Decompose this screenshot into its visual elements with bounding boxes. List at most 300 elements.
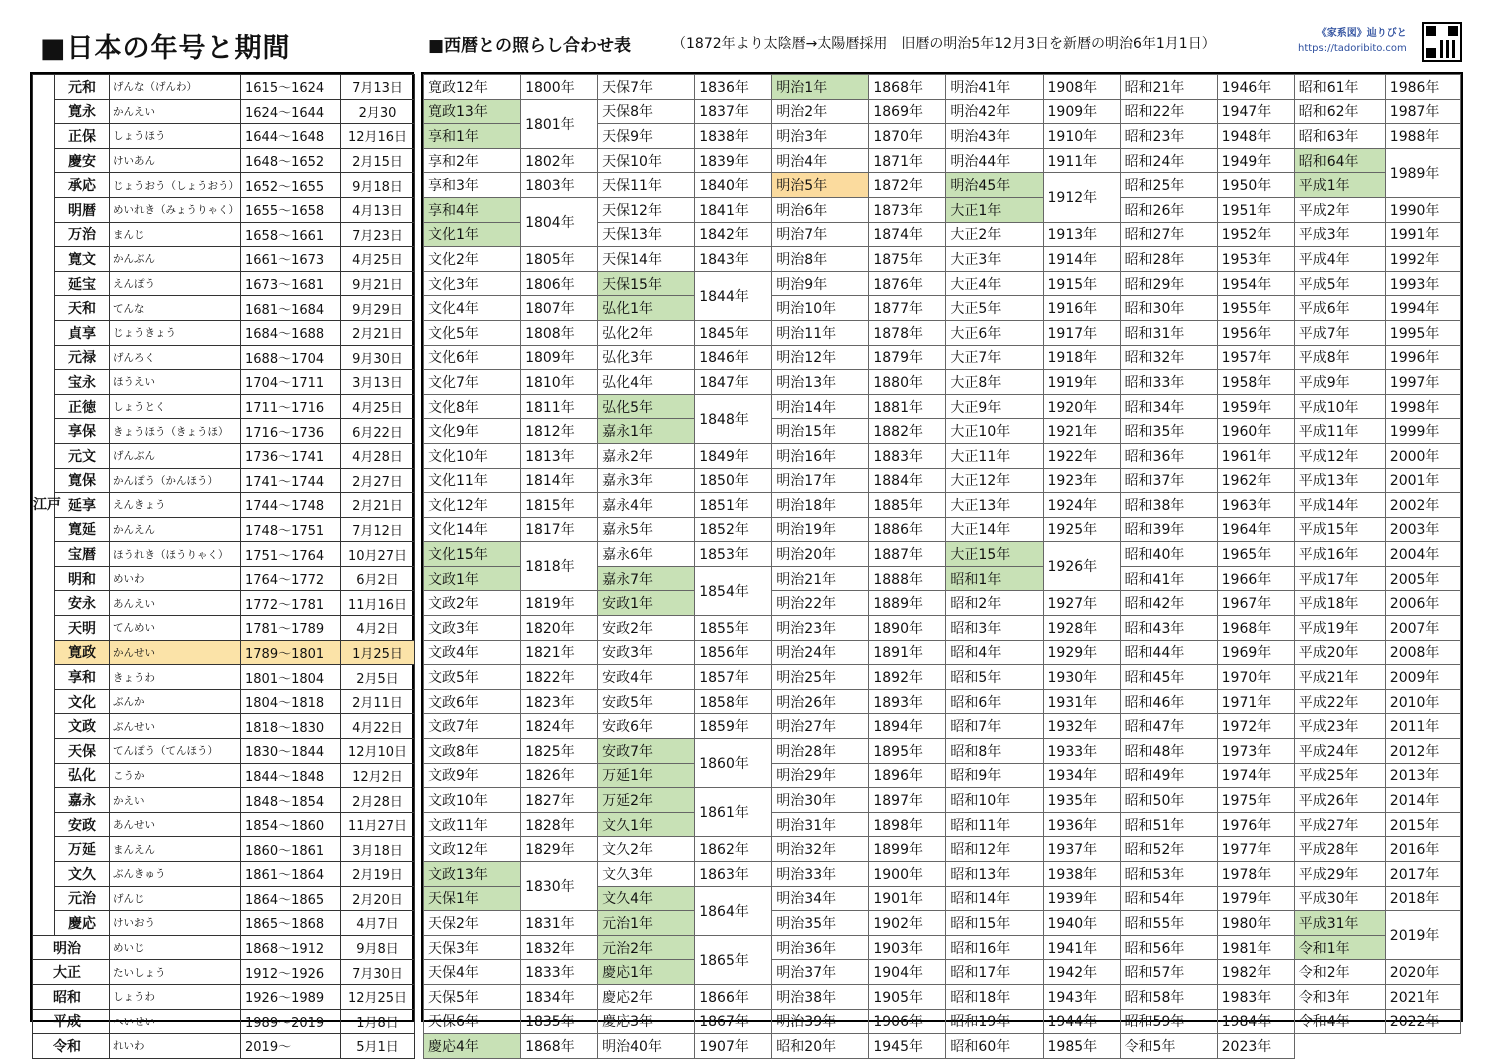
japanese-year-cell: 平成2年: [1294, 197, 1385, 222]
japanese-year-cell: 明治27年: [772, 714, 869, 739]
western-year-cell: 1994年: [1385, 296, 1460, 321]
era-name: 正保: [55, 124, 110, 149]
western-year-cell: 1950年: [1217, 173, 1294, 198]
japanese-year-cell: 天保9年: [598, 124, 695, 149]
japanese-year-cell: 明治37年: [772, 960, 869, 985]
era-start-date: 12月2日: [341, 763, 415, 788]
western-year-cell: 1877年: [869, 296, 946, 321]
era-row: [33, 665, 415, 690]
era-name: 文政: [55, 714, 110, 739]
japanese-year-cell: 平成12年: [1294, 443, 1385, 468]
era-start-date: 7月12日: [341, 517, 415, 542]
era-reading: げんな（げんわ）: [110, 75, 241, 100]
era-start-date: 4月25日: [341, 247, 415, 272]
japanese-year-cell: 昭和34年: [1120, 394, 1217, 419]
japanese-year-cell: 明治30年: [772, 788, 869, 813]
western-year-cell: 1852年: [695, 517, 772, 542]
japanese-year-cell: 昭和28年: [1120, 247, 1217, 272]
era-reading: かんぽう（かんほう）: [110, 468, 241, 493]
western-year-cell: 1807年: [521, 296, 598, 321]
japanese-year-cell: 明治33年: [772, 862, 869, 887]
japanese-year-cell: 昭和29年: [1120, 271, 1217, 296]
japanese-year-cell: 昭和50年: [1120, 788, 1217, 813]
western-year-cell: 1828年: [521, 812, 598, 837]
western-year-cell: 1959年: [1217, 394, 1294, 419]
western-year-cell: 1892年: [869, 665, 946, 690]
conversion-row: [424, 837, 1461, 862]
era-years: 1704～1711: [241, 370, 341, 395]
japanese-year-cell: 天保11年: [598, 173, 695, 198]
western-year-cell: 2002年: [1385, 493, 1460, 518]
western-year-cell: 1912年: [1043, 173, 1120, 222]
western-year-cell: 1842年: [695, 222, 772, 247]
western-year-cell: 1913年: [1043, 222, 1120, 247]
japanese-year-cell: 昭和64年: [1294, 148, 1385, 173]
japanese-year-cell: 明治26年: [772, 689, 869, 714]
western-year-cell: 1834年: [521, 984, 598, 1009]
western-year-cell: 1995年: [1385, 320, 1460, 345]
western-year-cell: 1872年: [869, 173, 946, 198]
era-row: [33, 124, 415, 149]
japanese-year-cell: 文政10年: [424, 788, 521, 813]
japanese-year-cell: 明治31年: [772, 812, 869, 837]
western-year-cell: 1939年: [1043, 886, 1120, 911]
japanese-year-cell: 平成3年: [1294, 222, 1385, 247]
era-reading: えんきょう: [110, 493, 241, 518]
western-year-cell: 1853年: [695, 542, 772, 567]
era-row: [33, 1009, 415, 1034]
japanese-year-cell: 昭和46年: [1120, 689, 1217, 714]
japanese-year-cell: 文久3年: [598, 862, 695, 887]
western-year-cell: 1819年: [521, 591, 598, 616]
japanese-year-cell: 平成20年: [1294, 640, 1385, 665]
conversion-row: [424, 665, 1461, 690]
western-year-cell: 1845年: [695, 320, 772, 345]
western-year-cell: 1817年: [521, 517, 598, 542]
japanese-year-cell: 天保10年: [598, 148, 695, 173]
era-name: 安政: [55, 812, 110, 837]
western-year-cell: 1810年: [521, 370, 598, 395]
era-row: [33, 788, 415, 813]
western-year-cell: 1981年: [1217, 935, 1294, 960]
western-year-cell: 2010年: [1385, 689, 1460, 714]
japanese-year-cell: 大正6年: [946, 320, 1043, 345]
era-row: [33, 345, 415, 370]
era-start-date: 4月7日: [341, 911, 415, 936]
era-row: [33, 763, 415, 788]
western-year-cell: 1823年: [521, 689, 598, 714]
era-years: 1772～1781: [241, 591, 341, 616]
era-reading: まんえん: [110, 837, 241, 862]
era-reading: あんせい: [110, 812, 241, 837]
western-year-cell: 1967年: [1217, 591, 1294, 616]
western-year-cell: 1915年: [1043, 271, 1120, 296]
era-years: 1926～1989: [241, 984, 341, 1009]
japanese-year-cell: 平成23年: [1294, 714, 1385, 739]
western-year-cell: 1925年: [1043, 517, 1120, 542]
japanese-year-cell: 明治21年: [772, 566, 869, 591]
japanese-year-cell: 明治14年: [772, 394, 869, 419]
western-year-cell: 1867年: [695, 1009, 772, 1034]
japanese-year-cell: 昭和44年: [1120, 640, 1217, 665]
western-year-cell: 1971年: [1217, 689, 1294, 714]
western-year-cell: 2017年: [1385, 862, 1460, 887]
western-year-cell: 1936年: [1043, 812, 1120, 837]
japanese-year-cell: 明治32年: [772, 837, 869, 862]
japanese-year-cell: 元治2年: [598, 935, 695, 960]
era-row: [33, 935, 415, 960]
western-year-cell: 1805年: [521, 247, 598, 272]
japanese-year-cell: 昭和10年: [946, 788, 1043, 813]
western-year-cell: 1920年: [1043, 394, 1120, 419]
japanese-year-cell: 明治17年: [772, 468, 869, 493]
era-row: [33, 689, 415, 714]
western-year-cell: 1974年: [1217, 763, 1294, 788]
western-year-cell: 1962年: [1217, 468, 1294, 493]
western-year-cell: 1897年: [869, 788, 946, 813]
era-start-date: 7月30日: [341, 960, 415, 985]
japanese-year-cell: 平成17年: [1294, 566, 1385, 591]
era-reading: てんぽう（てんほう）: [110, 739, 241, 764]
western-year-cell: 1858年: [695, 689, 772, 714]
era-start-date: 9月8日: [341, 935, 415, 960]
era-row: [33, 812, 415, 837]
western-year-cell: 1961年: [1217, 443, 1294, 468]
era-start-date: 2月28日: [341, 788, 415, 813]
japanese-year-cell: 明治20年: [772, 542, 869, 567]
western-year-cell: 1880年: [869, 370, 946, 395]
western-year-cell: 2014年: [1385, 788, 1460, 813]
japanese-year-cell: 文化2年: [424, 247, 521, 272]
era-reading: けいおう: [110, 911, 241, 936]
japanese-year-cell: 昭和62年: [1294, 99, 1385, 124]
western-year-cell: 1862年: [695, 837, 772, 862]
conversion-row: [424, 148, 1461, 173]
western-year-cell: 1914年: [1043, 247, 1120, 272]
japanese-year-cell: 平成28年: [1294, 837, 1385, 862]
era-reading: しょうほう: [110, 124, 241, 149]
japanese-year-cell: 令和5年: [1120, 1034, 1217, 1059]
western-year-cell: 1864年: [695, 886, 772, 935]
western-year-cell: 1870年: [869, 124, 946, 149]
japanese-year-cell: 昭和5年: [946, 665, 1043, 690]
era-years: 1711～1716: [241, 394, 341, 419]
japanese-year-cell: 昭和1年: [946, 566, 1043, 591]
western-year-cell: 1963年: [1217, 493, 1294, 518]
western-year-cell: 1979年: [1217, 886, 1294, 911]
japanese-year-cell: 寛政12年: [424, 75, 521, 100]
era-row: [33, 984, 415, 1009]
conversion-row: [424, 542, 1461, 567]
western-year-cell: 1904年: [869, 960, 946, 985]
japanese-year-cell: 元治1年: [598, 911, 695, 936]
western-year-cell: 2001年: [1385, 468, 1460, 493]
japanese-year-cell: 安政1年: [598, 591, 695, 616]
japanese-year-cell: 大正15年: [946, 542, 1043, 567]
western-year-cell: 1944年: [1043, 1009, 1120, 1034]
western-year-cell: 1812年: [521, 419, 598, 444]
conversion-row: [424, 320, 1461, 345]
era-name: 天保: [55, 739, 110, 764]
western-year-cell: 1908年: [1043, 75, 1120, 100]
japanese-year-cell: 平成4年: [1294, 247, 1385, 272]
western-year-cell: 1820年: [521, 616, 598, 641]
era-reading: ぶんきゅう: [110, 862, 241, 887]
western-year-cell: 1855年: [695, 616, 772, 641]
japanese-year-cell: 文化8年: [424, 394, 521, 419]
era-row: [33, 370, 415, 395]
japanese-year-cell: 文久4年: [598, 886, 695, 911]
era-start-date: 2月19日: [341, 862, 415, 887]
conversion-row: [424, 984, 1461, 1009]
western-year-cell: 1878年: [869, 320, 946, 345]
japanese-year-cell: 天保3年: [424, 935, 521, 960]
japanese-year-cell: 昭和45年: [1120, 665, 1217, 690]
era-reading: てんめい: [110, 616, 241, 641]
japanese-year-cell: 昭和58年: [1120, 984, 1217, 1009]
era-name: 寛文: [55, 247, 110, 272]
era-start-date: 10月27日: [341, 542, 415, 567]
japanese-year-cell: 嘉永5年: [598, 517, 695, 542]
era-name: 元禄: [55, 345, 110, 370]
era-reading: げんろく: [110, 345, 241, 370]
japanese-year-cell: 文政2年: [424, 591, 521, 616]
western-year-cell: 1827年: [521, 788, 598, 813]
western-year-cell: 1848年: [695, 394, 772, 443]
western-year-cell: 1922年: [1043, 443, 1120, 468]
era-years: 1716～1736: [241, 419, 341, 444]
japanese-year-cell: 文久2年: [598, 837, 695, 862]
japanese-year-cell: 天保4年: [424, 960, 521, 985]
western-year-cell: 1844年: [695, 271, 772, 320]
western-year-cell: 1943年: [1043, 984, 1120, 1009]
western-year-cell: 1840年: [695, 173, 772, 198]
japanese-year-cell: 弘化3年: [598, 345, 695, 370]
japanese-year-cell: 慶応1年: [598, 960, 695, 985]
japanese-year-cell: 文化1年: [424, 222, 521, 247]
japanese-year-cell: 文政4年: [424, 640, 521, 665]
era-reading: ぶんせい: [110, 714, 241, 739]
era-row: [33, 1034, 415, 1059]
japanese-year-cell: 弘化4年: [598, 370, 695, 395]
western-year-cell: 1881年: [869, 394, 946, 419]
japanese-year-cell: 平成16年: [1294, 542, 1385, 567]
era-years: 1848～1854: [241, 788, 341, 813]
qr-code-icon[interactable]: [1422, 22, 1462, 62]
era-start-date: 6月2日: [341, 566, 415, 591]
era-reading: げんぶん: [110, 443, 241, 468]
era-name: 万治: [55, 222, 110, 247]
era-row: [33, 542, 415, 567]
era-reading: めいじ: [110, 935, 241, 960]
era-reading: ぶんか: [110, 689, 241, 714]
japanese-year-cell: 文政6年: [424, 689, 521, 714]
western-year-cell: 1980年: [1217, 911, 1294, 936]
japanese-year-cell: 平成27年: [1294, 812, 1385, 837]
era-row: [33, 320, 415, 345]
japanese-year-cell: 慶応4年: [424, 1034, 521, 1059]
era-row: [33, 616, 415, 641]
japanese-year-cell: 嘉永6年: [598, 542, 695, 567]
western-year-cell: 2016年: [1385, 837, 1460, 862]
japanese-year-cell: 令和2年: [1294, 960, 1385, 985]
western-year-cell: 1993年: [1385, 271, 1460, 296]
era-name: 慶安: [55, 148, 110, 173]
page-title: ■日本の年号と期間: [40, 33, 291, 64]
conversion-row: [424, 739, 1461, 764]
western-year-cell: 1859年: [695, 714, 772, 739]
era-reading: かえい: [110, 788, 241, 813]
era-start-date: 9月30日: [341, 345, 415, 370]
conversion-row: [424, 493, 1461, 518]
japanese-year-cell: 明治41年: [946, 75, 1043, 100]
japanese-year-cell: 昭和56年: [1120, 935, 1217, 960]
japanese-year-cell: 嘉永2年: [598, 443, 695, 468]
japanese-year-cell: 平成13年: [1294, 468, 1385, 493]
conversion-row: [424, 197, 1461, 222]
western-year-cell: 1831年: [521, 911, 598, 936]
era-reading: めいれき（みょうりゃく）: [110, 197, 241, 222]
western-year-cell: 1874年: [869, 222, 946, 247]
japanese-year-cell: 昭和40年: [1120, 542, 1217, 567]
western-year-cell: 1986年: [1385, 75, 1460, 100]
era-start-date: 2月11日: [341, 689, 415, 714]
western-year-cell: 1945年: [869, 1034, 946, 1059]
era-reading: めいわ: [110, 566, 241, 591]
era-years: 1854～1860: [241, 812, 341, 837]
era-start-date: 2月5日: [341, 665, 415, 690]
era-reading: かんえん: [110, 517, 241, 542]
western-year-cell: 1838年: [695, 124, 772, 149]
western-year-cell: 1891年: [869, 640, 946, 665]
era-name: 正徳: [55, 394, 110, 419]
conversion-row: [424, 616, 1461, 641]
japanese-year-cell: 平成1年: [1294, 173, 1385, 198]
brand-url[interactable]: https://tadoribito.com: [1298, 43, 1407, 54]
western-year-cell: 1937年: [1043, 837, 1120, 862]
conversion-row: [424, 394, 1461, 419]
era-start-date: 9月18日: [341, 173, 415, 198]
western-year-cell: 1978年: [1217, 862, 1294, 887]
japanese-year-cell: 文化3年: [424, 271, 521, 296]
japanese-year-cell: 明治15年: [772, 419, 869, 444]
japanese-year-cell: 慶応2年: [598, 984, 695, 1009]
western-year-cell: 1861年: [695, 788, 772, 837]
western-year-cell: 1839年: [695, 148, 772, 173]
era-row: [33, 75, 415, 100]
japanese-year-cell: 明治6年: [772, 197, 869, 222]
era-row: [33, 714, 415, 739]
japanese-year-cell: 文政11年: [424, 812, 521, 837]
conversion-row: [424, 271, 1461, 296]
western-year-cell: 1940年: [1043, 911, 1120, 936]
japanese-year-cell: 昭和7年: [946, 714, 1043, 739]
japanese-year-cell: 昭和17年: [946, 960, 1043, 985]
japanese-year-cell: 明治10年: [772, 296, 869, 321]
japanese-year-cell: 昭和41年: [1120, 566, 1217, 591]
japanese-year-cell: 平成9年: [1294, 370, 1385, 395]
japanese-year-cell: 万延2年: [598, 788, 695, 813]
western-year-cell: 1927年: [1043, 591, 1120, 616]
western-year-cell: 1866年: [695, 984, 772, 1009]
japanese-year-cell: 明治25年: [772, 665, 869, 690]
japanese-year-cell: 昭和14年: [946, 886, 1043, 911]
era-years: 1615～1624: [241, 75, 341, 100]
western-year-cell: 1988年: [1385, 124, 1460, 149]
era-start-date: 9月29日: [341, 296, 415, 321]
japanese-year-cell: 寛政13年: [424, 99, 521, 124]
japanese-year-cell: 明治44年: [946, 148, 1043, 173]
era-name: 延享: [55, 493, 110, 518]
japanese-year-cell: 明治43年: [946, 124, 1043, 149]
western-year-cell: 1905年: [869, 984, 946, 1009]
japanese-year-cell: 万延1年: [598, 763, 695, 788]
japanese-year-cell: 明治3年: [772, 124, 869, 149]
western-year-cell: 1928年: [1043, 616, 1120, 641]
era-row: [33, 173, 415, 198]
japanese-year-cell: 天保13年: [598, 222, 695, 247]
era-name: 延宝: [55, 271, 110, 296]
japanese-year-cell: 大正1年: [946, 197, 1043, 222]
era-start-date: 12月10日: [341, 739, 415, 764]
western-year-cell: 1835年: [521, 1009, 598, 1034]
western-year-cell: 1977年: [1217, 837, 1294, 862]
western-year-cell: 2020年: [1385, 960, 1460, 985]
japanese-year-cell: 昭和53年: [1120, 862, 1217, 887]
japanese-year-cell: 平成25年: [1294, 763, 1385, 788]
western-year-cell: 1821年: [521, 640, 598, 665]
japanese-year-cell: 昭和30年: [1120, 296, 1217, 321]
western-year-cell: 1865年: [695, 935, 772, 984]
era-years: 1844～1848: [241, 763, 341, 788]
western-year-cell: 1951年: [1217, 197, 1294, 222]
western-year-cell: 1802年: [521, 148, 598, 173]
japanese-year-cell: 昭和2年: [946, 591, 1043, 616]
japanese-year-cell: 昭和20年: [772, 1034, 869, 1059]
era-reading: かんせい: [110, 640, 241, 665]
era-table: [32, 74, 415, 1059]
conversion-table: [423, 74, 1461, 1059]
era-start-date: 2月15日: [341, 148, 415, 173]
japanese-year-cell: 明治9年: [772, 271, 869, 296]
era-reading: しょうわ: [110, 984, 241, 1009]
western-year-cell: 1813年: [521, 443, 598, 468]
western-year-cell: 1942年: [1043, 960, 1120, 985]
conversion-row: [424, 911, 1461, 936]
era-years: 1860～1861: [241, 837, 341, 862]
japanese-year-cell: 昭和38年: [1120, 493, 1217, 518]
western-year-cell: 1929年: [1043, 640, 1120, 665]
japanese-year-cell: 享和4年: [424, 197, 521, 222]
western-year-cell: 1964年: [1217, 517, 1294, 542]
japanese-year-cell: 昭和57年: [1120, 960, 1217, 985]
era-years: 1741～1744: [241, 468, 341, 493]
era-years: 1789～1801: [241, 640, 341, 665]
era-start-date: 11月27日: [341, 812, 415, 837]
japanese-year-cell: 大正13年: [946, 493, 1043, 518]
western-year-cell: 1890年: [869, 616, 946, 641]
western-year-cell: 1998年: [1385, 394, 1460, 419]
japanese-year-cell: 大正11年: [946, 443, 1043, 468]
era-years: 1688～1704: [241, 345, 341, 370]
japanese-year-cell: 昭和22年: [1120, 99, 1217, 124]
western-year-cell: 1991年: [1385, 222, 1460, 247]
era-row: [33, 271, 415, 296]
western-year-cell: 1933年: [1043, 739, 1120, 764]
japanese-year-cell: 昭和23年: [1120, 124, 1217, 149]
western-year-cell: 1990年: [1385, 197, 1460, 222]
japanese-year-cell: 大正3年: [946, 247, 1043, 272]
